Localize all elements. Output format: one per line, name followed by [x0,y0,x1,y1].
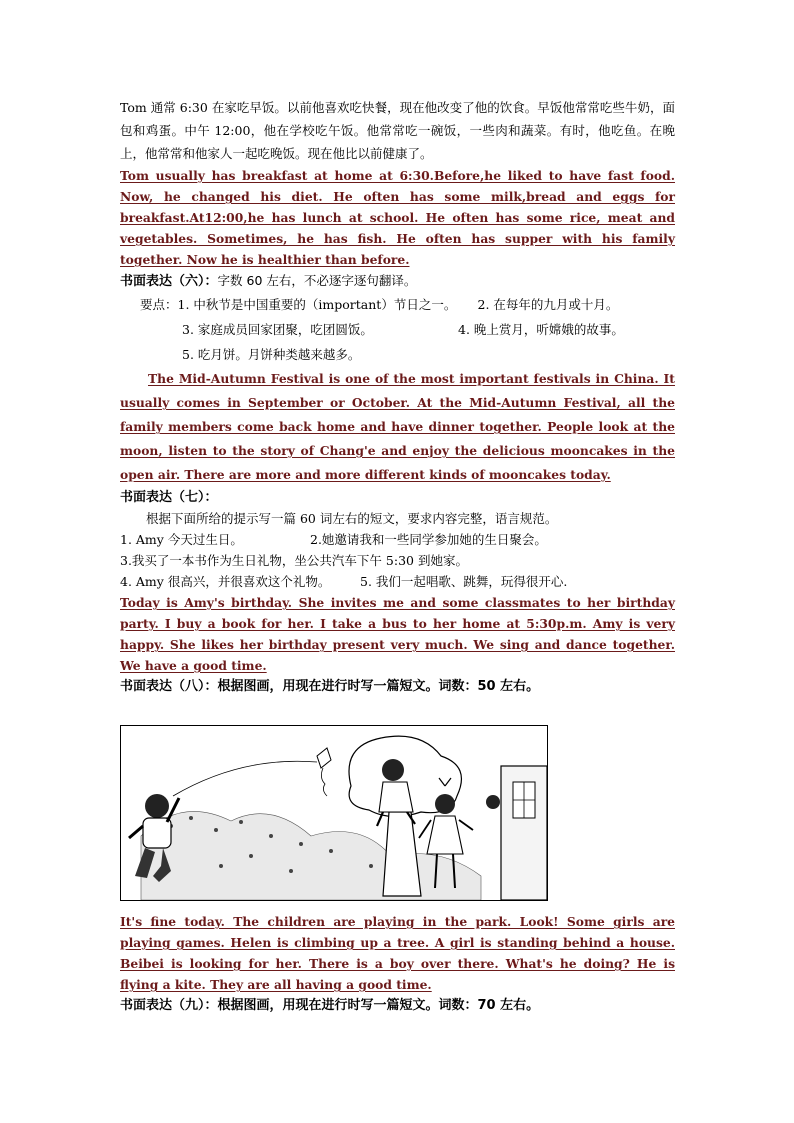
sec6-english-answer: The Mid-Autumn Festival is one of the most important festivals in China. It usually comes in September or October. At the Mid-Autumn Festival, all the family members come back home and have dinner together. People look at the moon, listen to the story of Chang'e and enjoy the delicious mooncakes in the open air. There are more and more different kinds of mooncakes today. [120,371,675,482]
sec7-english-answer: Today is Amy's birthday. She invites me and some classmates to her birthday party. I buy a book for her. I take a bus to her home at 5:30p.m. Amy is very happy. She likes her birthday present very much. We sing and dance together. We have a good time. [120,595,675,673]
park-illustration [120,725,548,901]
sec7-points-row-1 [120,529,675,550]
sec7-instruction: 根据下面所给的提示写一篇 60 词左右的短文，要求内容完整，语言规范。 [146,511,558,526]
sec6-point-5: 5. 吃月饼。月饼种类越来越多。 [182,347,361,362]
sec7-heading: 书面表达（七）： [120,490,218,505]
sec7-point-1: 1. Amy 今天过生日。 [120,532,243,547]
document-page [120,96,675,1016]
sec8-heading: 书面表达（八）：根据图画，用现在进行时写一篇短文。词数：50 左右。 [120,679,540,694]
girl-behind-house [486,795,500,809]
sec6-note: 字数 60 左右，不必逐字逐句翻译。 [217,273,417,288]
sec6-points-row-1 [120,292,675,317]
park-scene-drawing [121,726,547,900]
sec7-point-4: 4. Amy 很高兴，并很喜欢这个礼物。 [120,574,331,589]
sec8-english-answer: It's fine today. The children are playing in the park. Look! Some girls are playing games. Helen is climbing up a tree. A girl is standing behind a house. Beibei is looking for her. There is a boy over there. What's he doing? He is flying a kite. They are all having a good time. [120,914,675,992]
sec7-points-row-3 [120,571,675,592]
sec5-chinese-passage: Tom 通常 6:30 在家吃早饭。以前他喜欢吃快餐，现在他改变了他的饮食。早饭他常常吃些牛奶，面包和鸡蛋。中午 12:00，他在学校吃午饭。他常常吃一碗饭，一些肉和蔬菜。有时，他吃鱼。在晚上，他常常和他家人一起吃晚饭。现在他比以前健康了。 [120,100,675,161]
sec9-heading: 书面表达（九）：根据图画，用现在进行时写一篇短文。词数：70 左右。 [120,998,540,1013]
sec5-english-answer: Tom usually has breakfast at home at 6:30.Before,he liked to have fast food. Now, he changed his diet. He often has some milk,bread and eggs for breakfast.At12:00,he has lunch at school. He often has some rice, meat and vegetables. Sometimes, he has fish. He often has supper with his family together. Now he is healthier than before. [120,168,675,267]
sec6-point-3: 3. 家庭成员回家团聚，吃团圆饭。 [182,322,373,337]
kite-string [173,761,317,796]
sec7-point-5: 5. 我们一起唱歌、跳舞，玩得很开心. [360,574,568,589]
sec6-points-row-2 [120,317,675,342]
sec6-point-1: 1. 中秋节是中国重要的（important）节日之一。 [177,297,457,312]
sec6-points-row-3 [120,342,675,367]
house [486,766,547,900]
kite [317,748,331,768]
kite-tail [321,768,327,796]
sec6-point-2: 2. 在每年的九月或十月。 [477,297,619,312]
sec6-point-4: 4. 晚上赏月，听嫦娥的故事。 [458,322,624,337]
flower-bushes [141,811,481,900]
sec6-title: 书面表达（六）： [120,274,218,289]
sec6-points-label: 要点： [140,297,178,312]
sec7-point-3: 3.我买了一本书作为生日礼物，坐公共汽车下午 5:30 到她家。 [120,553,468,568]
sec6-heading [120,270,675,292]
sec7-point-2: 2.她邀请我和一些同学参加她的生日聚会。 [310,532,547,547]
